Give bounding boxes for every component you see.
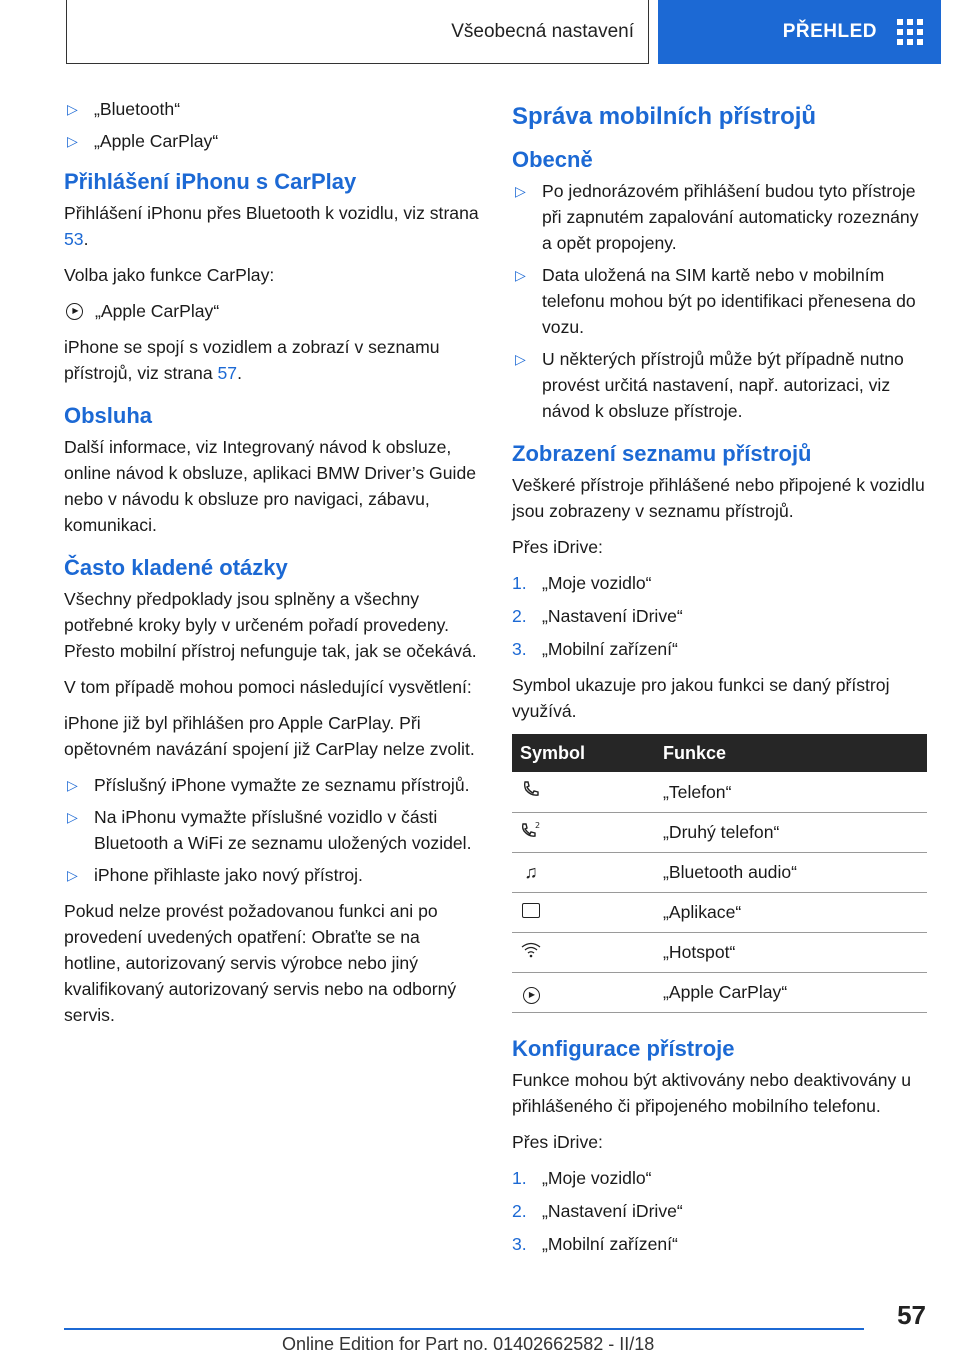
triangle-bullet-icon: ▷ (67, 133, 78, 149)
carplay-icon: ▶ (66, 303, 83, 320)
zobrazeni-paragraph: Veškeré přístroje přihlášené nebo připojené k vozidlu jsou zobrazeny v seznamu přístrojů. (512, 475, 925, 521)
list-item: ▷ iPhone přihlaste jako nový přístroj. (64, 862, 479, 888)
volba-paragraph: Volba jako funkce CarPlay: (64, 265, 275, 285)
carplay-icon: ▶ (520, 984, 542, 1006)
page-link-57[interactable]: 57 (217, 363, 238, 383)
list-item: 1. „Moje vozidlo“ (512, 1167, 652, 1188)
symbol-paragraph: Symbol ukazuje pro jakou funkci se daný přístroj využívá. (512, 675, 890, 721)
overview-button[interactable] (658, 0, 941, 64)
left-column (64, 96, 479, 1038)
faq-paragraph-3: iPhone již byl přihlášen pro Apple CarPlay. Při opětovném navázání spojení již CarPlay nelze zvolit. (64, 713, 475, 759)
page-number: 57 (897, 1300, 926, 1330)
heading-sprava: Správa mobilních přístrojů (512, 103, 817, 130)
column-header-function: Funkce (663, 734, 927, 772)
heading-faq: Často kladené otázky (64, 555, 288, 580)
triangle-bullet-icon: ▷ (67, 101, 78, 117)
intro-bullet-list (64, 96, 479, 154)
app-box-icon (520, 900, 542, 922)
faq-bullet-list (64, 772, 479, 888)
carplay-menu-line (64, 298, 479, 324)
svg-text:2: 2 (535, 821, 541, 830)
footer-divider (64, 1328, 864, 1330)
section-title: Všeobecná nastavení (451, 20, 634, 42)
table-row: „Aplikace“ (512, 892, 927, 932)
heading-obecne: Obecně (512, 147, 593, 172)
faq-paragraph-1: Všechny předpoklady jsou splněny a všechny potřebné kroky byly v určeném pořadí provedeny. Přesto mobilní přístroj nefunguje tak, jak se očekává. (64, 589, 477, 661)
column-header-symbol: Symbol (512, 734, 663, 772)
overview-label: PŘEHLED (782, 21, 877, 42)
phone-icon (520, 778, 542, 800)
heading-login: Přihlášení iPhonu s CarPlay (64, 169, 357, 194)
second-phone-icon (520, 818, 542, 840)
list-item: ▷ U některých přístrojů může být případně nutno provést určitá nastavení, např. autorizaci, viz návod k obsluze přístroje. (512, 346, 927, 424)
list-item: 2. „Nastavení iDrive“ (512, 1200, 683, 1221)
table-row: ▶ „Apple CarPlay“ (512, 972, 927, 1012)
steps-list-2 (512, 1165, 927, 1257)
steps-list-1 (512, 570, 927, 662)
right-column (512, 96, 927, 1267)
pres-idrive-label: Přes iDrive: (512, 537, 603, 557)
triangle-bullet-icon: ▷ (515, 351, 526, 367)
music-note-icon: ♫ (524, 862, 538, 882)
iphone-paragraph: iPhone se spojí s vozidlem a zobrazí v seznamu přístrojů, viz strana 57. (64, 337, 440, 383)
triangle-bullet-icon: ▷ (67, 867, 78, 883)
grid-icon (897, 19, 923, 45)
section-header (66, 0, 649, 64)
table-header-row (512, 734, 927, 772)
table-row: 2 „Druhý telefon“ (512, 812, 927, 852)
list-item: 1. „Moje vozidlo“ (512, 573, 652, 593)
triangle-bullet-icon: ▷ (515, 183, 526, 199)
wifi-icon (520, 939, 542, 961)
heading-zobrazeni: Zobrazení seznamu přístrojů (512, 441, 812, 466)
list-item: ▷ „Bluetooth“ (64, 96, 479, 122)
list-item: ▷ Po jednorázovém přihlášení budou tyto přístroje při zapnutém zapalování automaticky rozeznány a opět propojeny. (512, 178, 927, 256)
table-row: ♫ „Bluetooth audio“ (512, 852, 927, 892)
pres-idrive-label: Přes iDrive: (512, 1131, 603, 1152)
heading-obsluha: Obsluha (64, 403, 153, 428)
edition-text: Online Edition for Part no. 01402662582 - II/18 (282, 1334, 655, 1354)
table-row: „Hotspot“ (512, 932, 927, 972)
list-item: ▷ „Apple CarPlay“ (64, 128, 479, 154)
triangle-bullet-icon: ▷ (67, 809, 78, 825)
obecne-bullet-list (512, 178, 927, 424)
obsluha-paragraph: Další informace, viz Integrovaný návod k obsluze, online návod k obsluze, aplikaci BMW Driver’s Guide nebo v návodu k obsluze pro navigaci, zábavu, komunikaci. (64, 437, 477, 535)
login-paragraph: Přihlášení iPhonu přes Bluetooth k vozidlu, viz strana 53. (64, 203, 479, 249)
triangle-bullet-icon: ▷ (67, 777, 78, 793)
konfig-paragraph: Funkce mohou být aktivovány nebo deaktivovány u přihlášeného či připojeného mobilního telefonu. (512, 1069, 912, 1116)
list-item: 3. „Mobilní zařízení“ (512, 1233, 678, 1254)
list-item: ▷ Data uložená na SIM kartě nebo v mobilním telefonu mohou být po identifikaci přenesena do vozu. (512, 262, 927, 340)
page-link-53[interactable]: 53 (64, 229, 84, 249)
carplay-label: „Apple CarPlay“ (95, 301, 220, 321)
list-item: 3. „Mobilní zařízení“ (512, 639, 678, 659)
heading-konfig: Konfigurace přístroje (512, 1035, 735, 1061)
list-item: 2. „Nastavení iDrive“ (512, 606, 683, 626)
table-row: „Telefon“ (512, 772, 927, 812)
triangle-bullet-icon: ▷ (515, 267, 526, 283)
symbol-table (512, 734, 927, 1013)
faq-paragraph-4: Pokud nelze provést požadovanou funkci ani po provedení uvedených opatření: Obraťte se na hotline, autorizovaný servis výrobce nebo jiný kvalifikovaný autorizovaný servis nebo na odborný servis. (64, 901, 457, 1025)
list-item: ▷ Příslušný iPhone vymažte ze seznamu přístrojů. (64, 772, 479, 798)
list-item: ▷ Na iPhonu vymažte příslušné vozidlo v části Bluetooth a WiFi ze seznamu uložených vozidel. (64, 804, 479, 856)
faq-paragraph-2: V tom případě mohou pomoci následující vysvětlení: (64, 677, 472, 697)
